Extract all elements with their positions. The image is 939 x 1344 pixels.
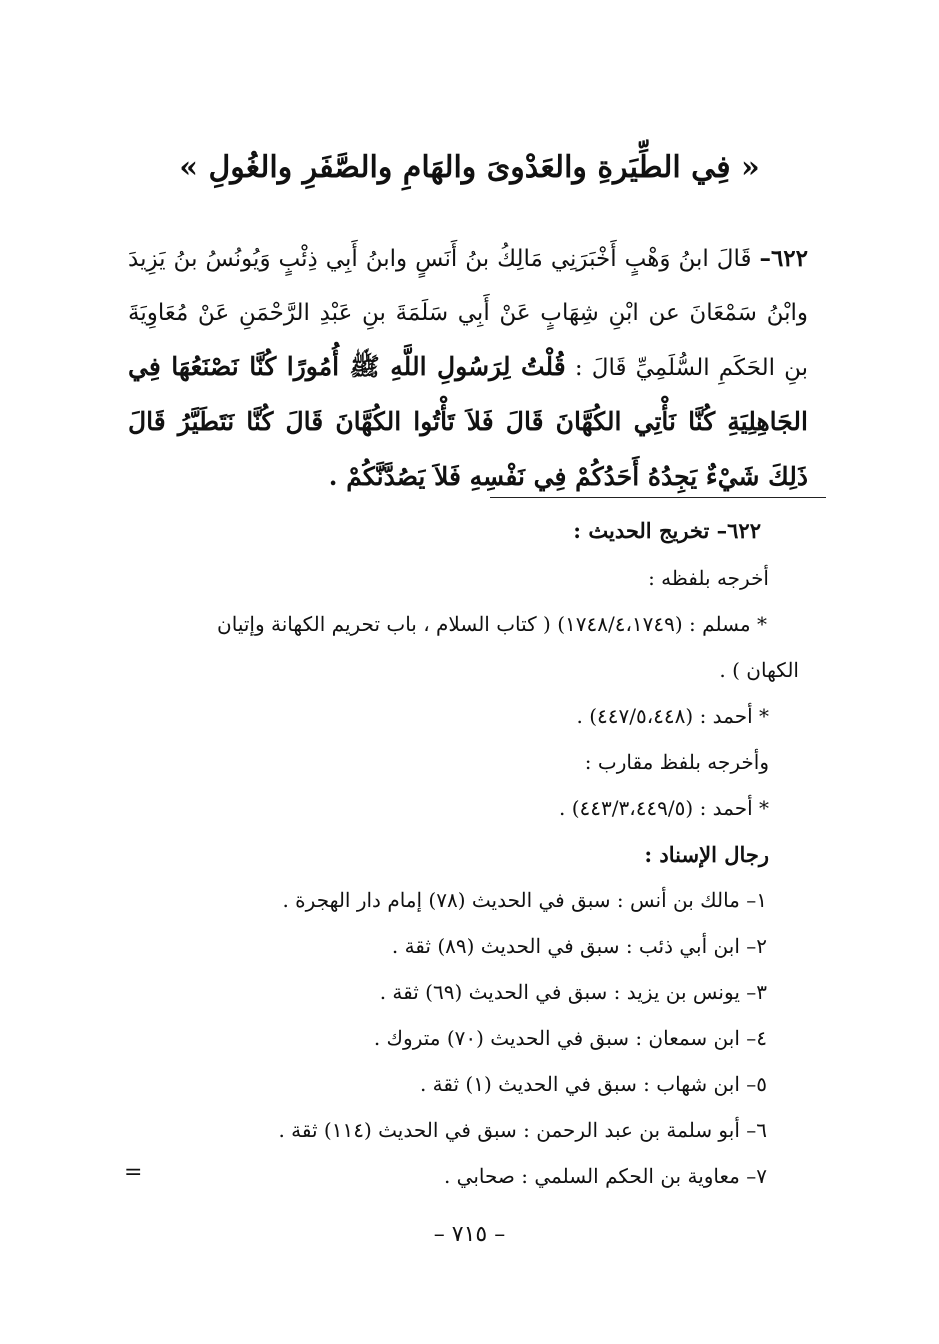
hadith-text xyxy=(128,232,808,505)
hadith-matn: قُلْتُ لِرَسُولِ اللَّهِ ﷺ أُمُورًا كُنَّا نَصْنَعُهَا فِي الجَاهِلِيَةِ كُنَّا نَأْتِي الكُهَّانَ قَالَ فَلاَ تَأْتُوا الكُهَّانَ قَالَ كُنَّا نَتَطَيَّرُ قَالَ ذَلِكَ شَيْءٌ يَجِدُهُ أَحَدُكُمْ فِي نَفْسِهِ فَلاَ يَصُدَّنَّكُمْ . xyxy=(128,352,808,491)
rijal-item: ٧– معاوية بن الحكم السلمي : صحابي . xyxy=(443,1164,767,1188)
rijal-item: ٦– أبو سلمة بن عبد الرحمن : سبق في الحديث (١١٤) ثقة . xyxy=(278,1118,767,1142)
takhrij-ahmad-1: * أحمد : (٤٤٧/٥،٤٤٨) . xyxy=(576,704,769,728)
separator-line xyxy=(490,497,826,498)
hadith-isnad: قَالَ ابنُ وَهْبٍ أَخْبَرَنِي مَالِكُ بنُ أَنَسٍ وابنُ أَبِي ذِئْبٍ وَيُونُسُ بنُ يَزِيدَ وابْنُ سَمْعَانَ عن ابْنِ شِهَابٍ عَنْ أَبِي سَلَمَةَ بنِ عَبْدِ الرَّحْمَنِ عَنْ مُعَاوِيَةَ بنِ الحَكَمِ السُّلَمِيِّ قَالَ : xyxy=(128,246,808,381)
rijal-heading: رجال الإسناد : xyxy=(644,842,769,867)
rijal-item: ١– مالك بن أنس : سبق في الحديث (٧٨) إمام دار الهجرة . xyxy=(282,888,767,912)
takhrij-muqarib-label: وأخرجه بلفظ مقارب : xyxy=(584,750,769,774)
rijal-item: ٣– يونس بن يزيد : سبق في الحديث (٦٩) ثقة . xyxy=(379,980,767,1004)
takhrij-ahmad-2: * أحمد : (٤٤٣/٣،٤٤٩/٥) . xyxy=(559,796,769,820)
takhrij-muslim-line2: الكهان ) . xyxy=(719,658,799,682)
takhrij-lafzihi-label: أخرجه بلفظه : xyxy=(648,566,769,590)
rijal-item: ٥– ابن شهاب : سبق في الحديث (١) ثقة . xyxy=(419,1072,767,1096)
hadith-number: ٦٢٢– xyxy=(759,245,809,272)
takhrij-muslim-line1: * مسلم : (١٧٤٨/٤،١٧٤٩) ( كتاب السلام ، باب تحريم الكهانة وإتيان xyxy=(217,612,767,636)
page-number: – ٧١٥ – xyxy=(433,1222,506,1247)
rijal-item: ٤– ابن سمعان : سبق في الحديث (٧٠) متروك . xyxy=(373,1026,767,1050)
continuation-mark: = xyxy=(124,1160,143,1185)
chapter-title: « فِي الطِّيَرةِ والعَدْوىَ والهَامِ والصَّفَرِ والغُولِ » xyxy=(179,150,760,185)
takhrij-heading: ٦٢٢– تخريج الحديث : xyxy=(573,518,761,543)
rijal-item: ٢– ابن أبي ذئب : سبق في الحديث (٨٩) ثقة . xyxy=(391,934,767,958)
